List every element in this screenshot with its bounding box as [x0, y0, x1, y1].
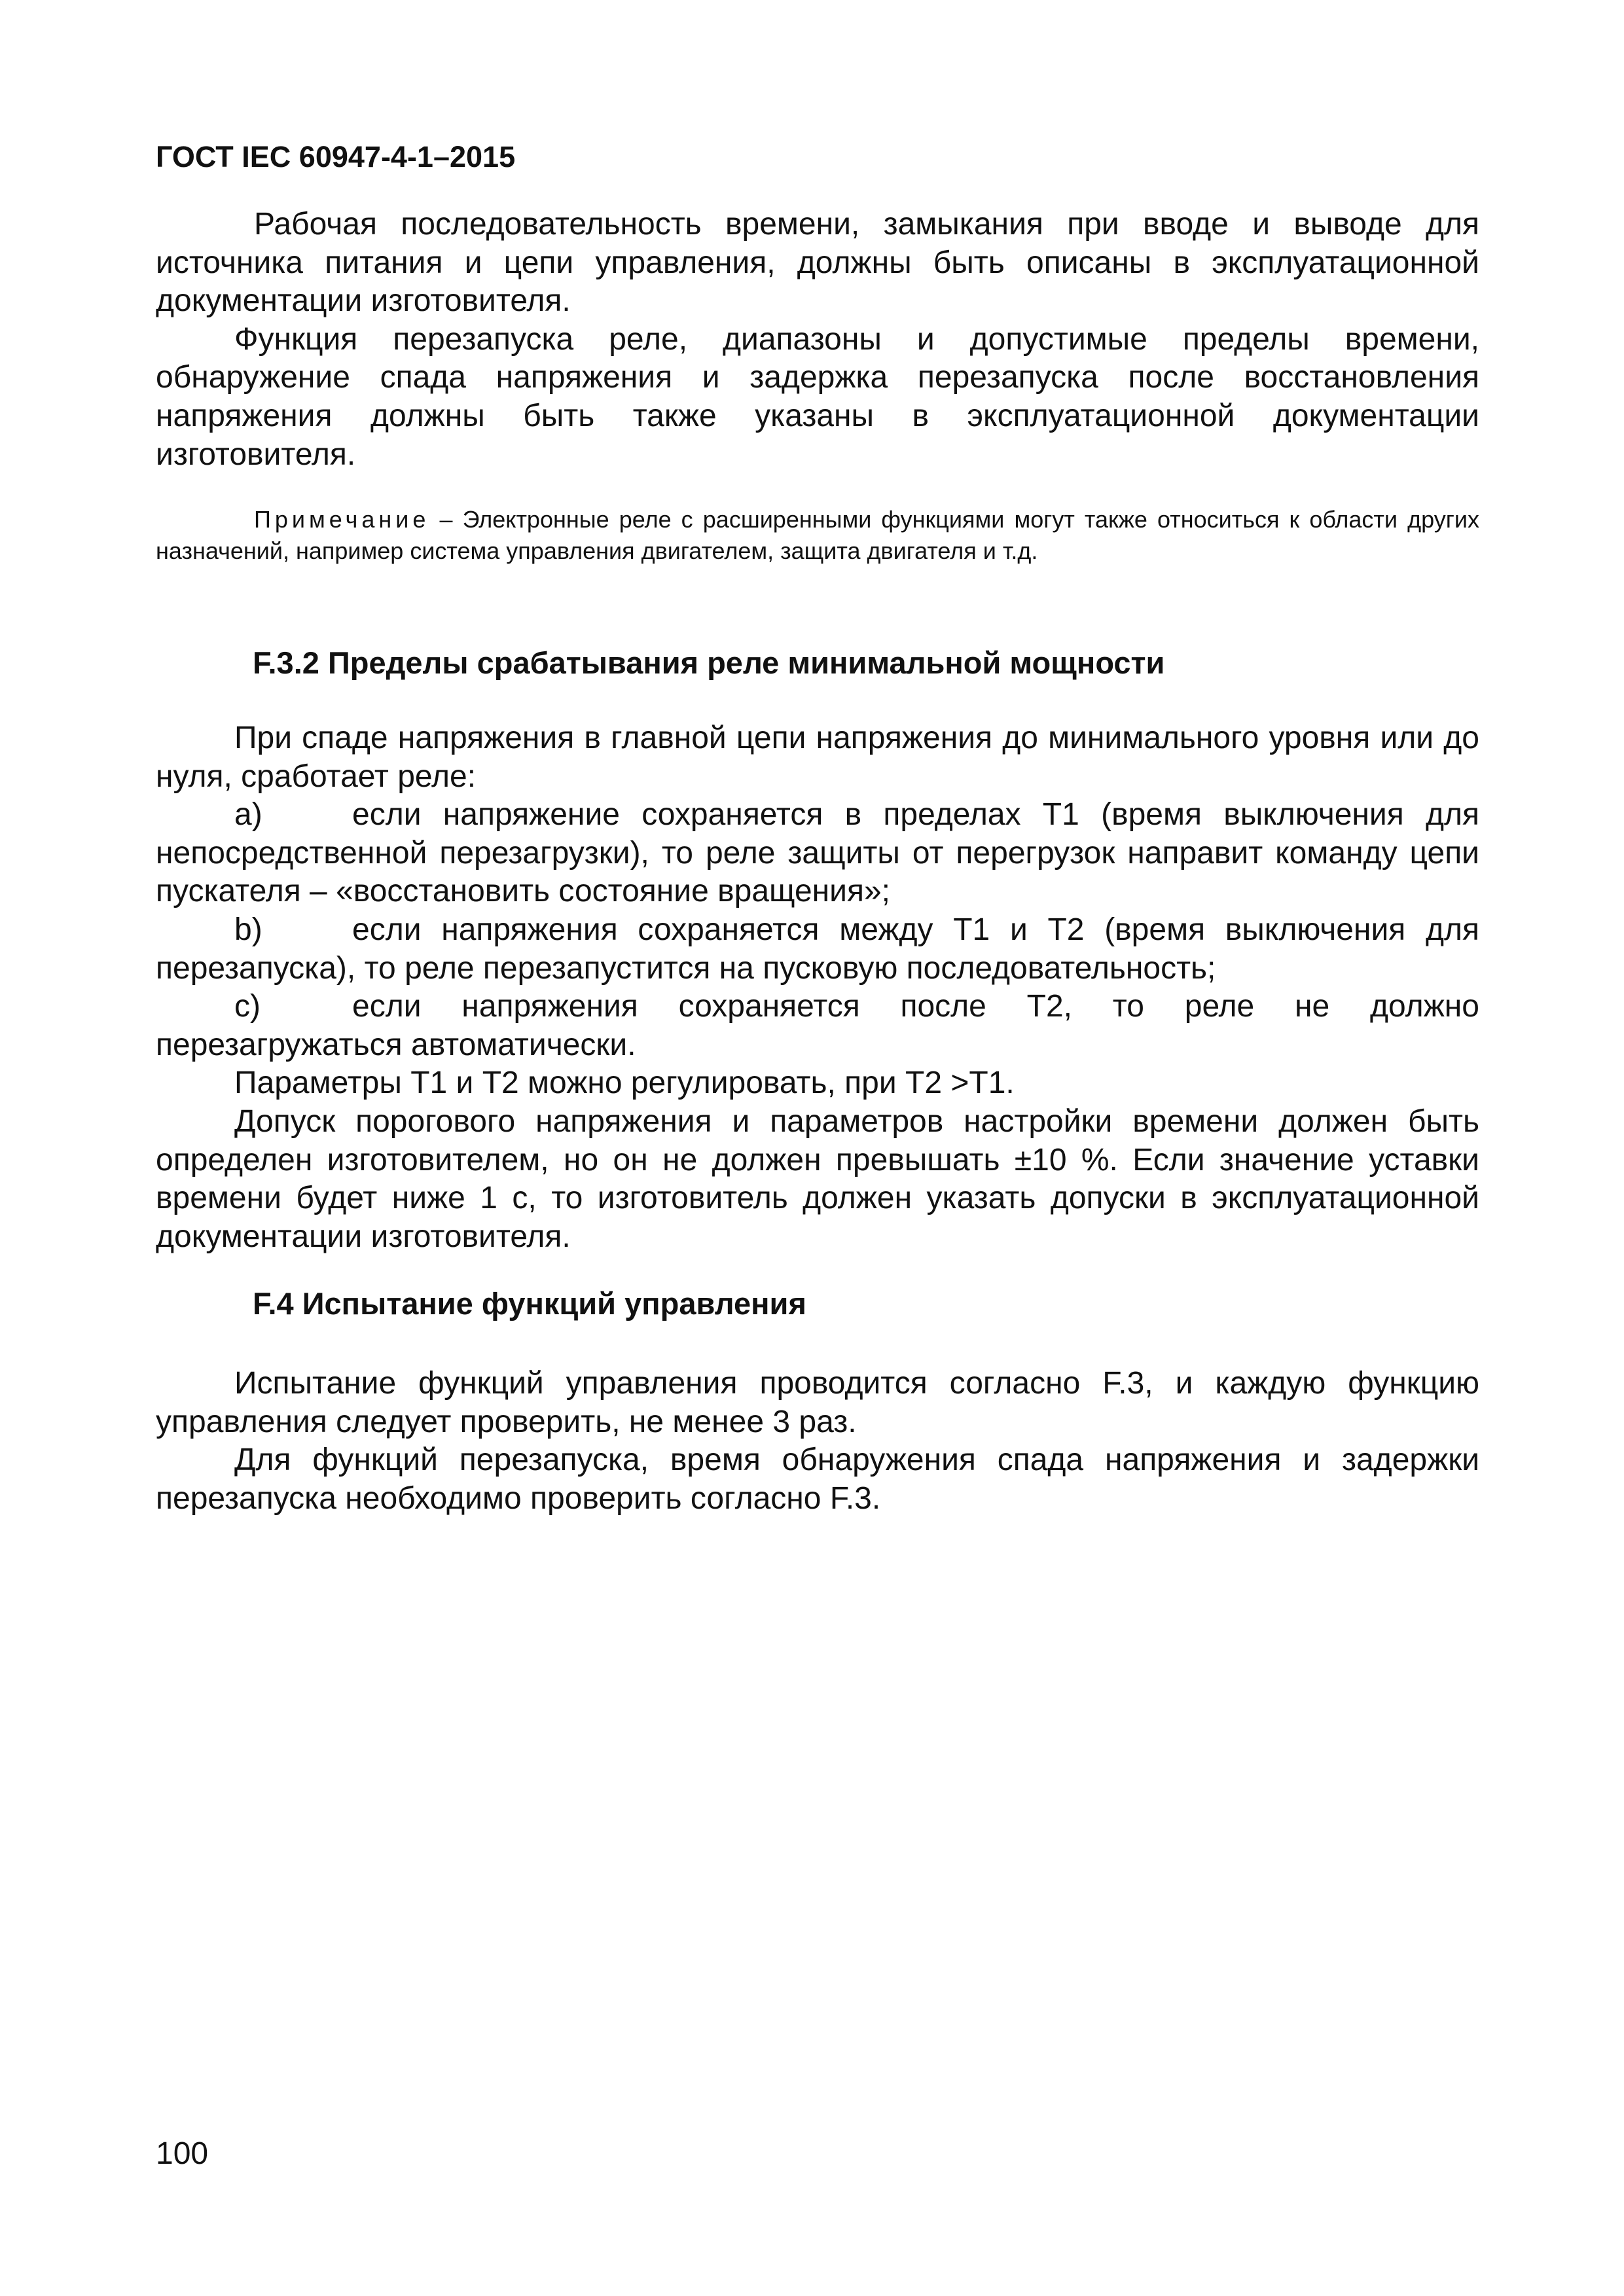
- list-text-b: если напряжения сохраняется между T1 и T2 (время выключения для перезапуска), то реле перезапустится на пусковую последовательность;: [156, 912, 1479, 986]
- list-marker-a: a): [234, 797, 262, 833]
- page-number: 100: [156, 2136, 209, 2171]
- note-label: Примечание: [254, 506, 430, 533]
- section-f32-tolerance: Допуск порогового напряжения и параметров настройки времени должен быть определен изготовителем, но он не должен превышать ±10 %. Если значение уставки времени будет ниже 1 с, то изготовитель должен указать допуски в эксплуатационной документации изготовителя.: [156, 1103, 1479, 1254]
- section-heading-f32: F.3.2 Пределы срабатывания реле минимальной мощности: [253, 645, 1165, 680]
- note-block: [156, 504, 1479, 567]
- section-f4-paragraph-2: Для функций перезапуска, время обнаружения спада напряжения и задержки перезапуска необходимо проверить согласно F.3.: [156, 1443, 1479, 1516]
- intro-paragraph-1: Рабочая последовательность времени, замыкания при вводе и выводе для источника питания и цепи управления, должны быть описаны в эксплуатационной документации изготовителя.: [156, 207, 1479, 319]
- section-f32-lead: При спаде напряжения в главной цепи напряжения до минимального уровня или до нуля, сработает реле:: [156, 721, 1479, 794]
- list-marker-b: b): [234, 912, 262, 947]
- list-item-a: [156, 796, 1479, 911]
- section-f32-body: [156, 719, 1479, 1256]
- section-f32-params: Параметры T1 и T2 можно регулировать, при T2 >T1.: [234, 1066, 1015, 1101]
- list-item-b: [156, 911, 1479, 988]
- section-f4-body: [156, 1365, 1479, 1518]
- intro-block: [156, 206, 1479, 474]
- document-page: [156, 0, 1479, 2296]
- list-text-a: если напряжение сохраняется в пределах T1 (время выключения для непосредственной перезагрузки), то реле защиты от перегрузок направит команду цепи пускателя – «восстановить состояние вращения»;: [156, 797, 1479, 909]
- list-marker-c: c): [234, 989, 261, 1024]
- section-f4-paragraph-1: Испытание функций управления проводится согласно F.3, и каждую функцию управления следует проверить, не менее 3 раз.: [156, 1366, 1479, 1439]
- section-heading-f4: F.4 Испытание функций управления: [253, 1286, 806, 1321]
- standard-header: ГОСТ IEC 60947-4-1–2015: [156, 140, 516, 173]
- note-text: – Электронные реле с расширенными функциями могут также относиться к области других назначений, например система управления двигателем, защита двигателя и т.д.: [156, 506, 1479, 564]
- note: [156, 504, 1479, 567]
- list-item-c: [156, 988, 1479, 1064]
- intro-paragraph-2: Функция перезапуска реле, диапазоны и допустимые пределы времени, обнаружение спада напряжения и задержка перезапуска после восстановления напряжения должны быть также указаны в эксплуатационной документации изготовителя.: [156, 321, 1479, 472]
- list-text-c: если напряжения сохраняется после T2, то реле не должно перезагружаться автоматически.: [156, 989, 1479, 1062]
